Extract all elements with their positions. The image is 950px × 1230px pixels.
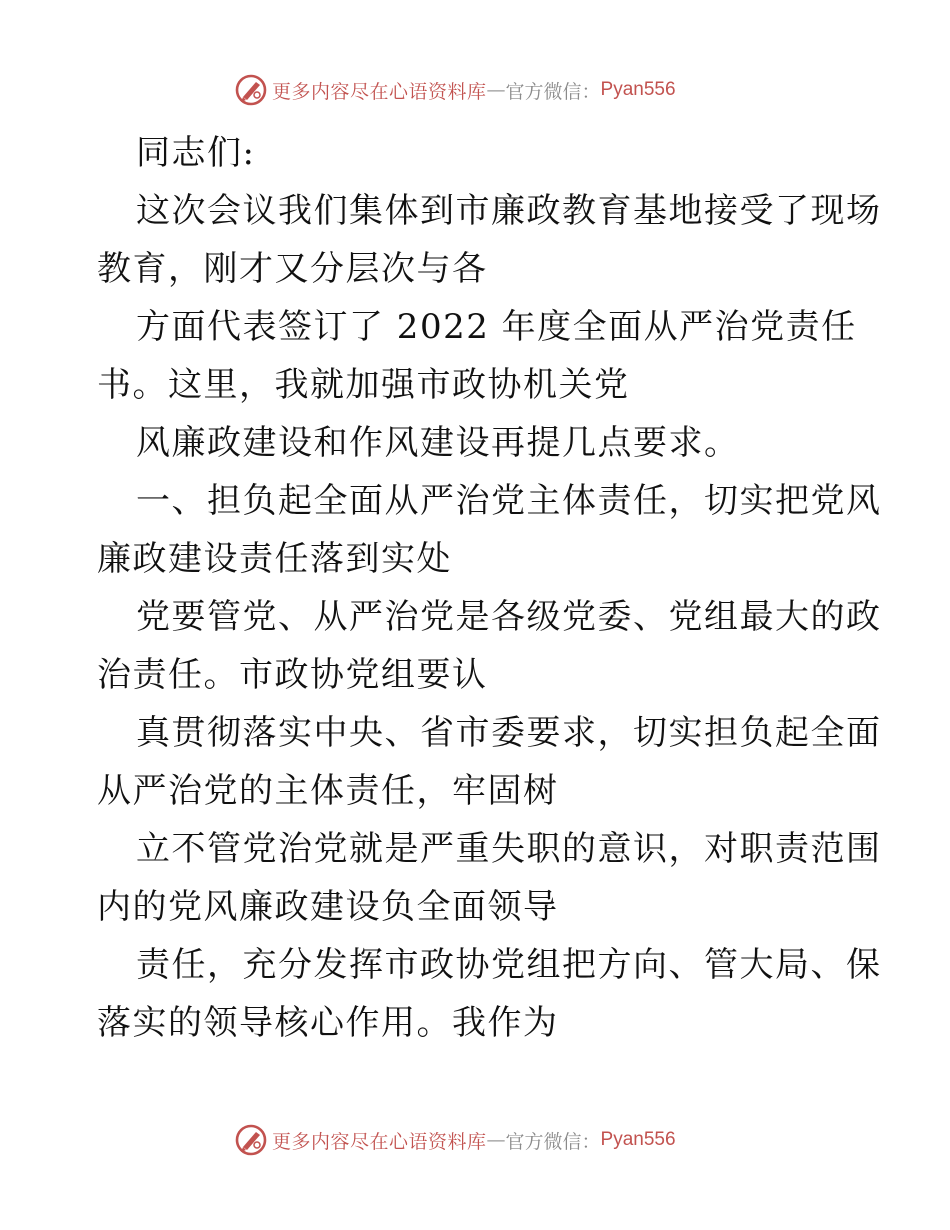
- banner-label: 官方微信：: [505, 80, 601, 103]
- banner-dash: —: [486, 79, 506, 101]
- footer-watermark: [234, 1122, 714, 1158]
- pen-logo-icon: [234, 73, 268, 107]
- text-line: 同志们:: [136, 133, 256, 173]
- banner-account: Pyan556: [600, 79, 676, 100]
- speech-text: [97, 124, 882, 1052]
- pen-logo-icon: [234, 1123, 268, 1157]
- text-line: 治责任。市政协党组要认: [97, 655, 488, 695]
- text-line: 风廉政建设和作风建设再提几点要求。: [136, 423, 740, 463]
- banner-dash: —: [486, 1129, 506, 1151]
- section-heading-cont: 廉政建设责任落到实处: [97, 539, 452, 579]
- banner-label: 官方微信：: [505, 1130, 601, 1153]
- text-line: 内的党风廉政建设负全面领导: [97, 887, 559, 927]
- text-line: 真贯彻落实中央、省市委要求，切实担负起全面: [136, 713, 882, 753]
- text-line: 书。这里，我就加强市政协机关党: [97, 365, 630, 405]
- banner-site-name: 更多内容尽在心语资料库: [272, 80, 487, 103]
- text-line: 落实的领导核心作用。我作为: [97, 1003, 559, 1043]
- text-line: 党要管党、从严治党是各级党委、党组最大的政: [136, 597, 882, 637]
- text-line: 立不管党治党就是严重失职的意识，对职责范围: [136, 829, 882, 869]
- header-watermark: [234, 72, 714, 108]
- banner-account: Pyan556: [600, 1129, 676, 1150]
- text-line: 这次会议我们集体到市廉政教育基地接受了现场: [136, 191, 882, 231]
- text-line: 从严治党的主体责任，牢固树: [97, 771, 559, 811]
- section-heading: 一、担负起全面从严治党主体责任，切实把党风: [136, 481, 882, 521]
- text-line: 教育，刚才又分层次与各: [97, 249, 488, 289]
- text-line: 方面代表签订了 2022 年度全面从严治党责任: [136, 307, 857, 347]
- banner-site-name: 更多内容尽在心语资料库: [272, 1130, 487, 1153]
- text-line: 责任，充分发挥市政协党组把方向、管大局、保: [136, 945, 882, 985]
